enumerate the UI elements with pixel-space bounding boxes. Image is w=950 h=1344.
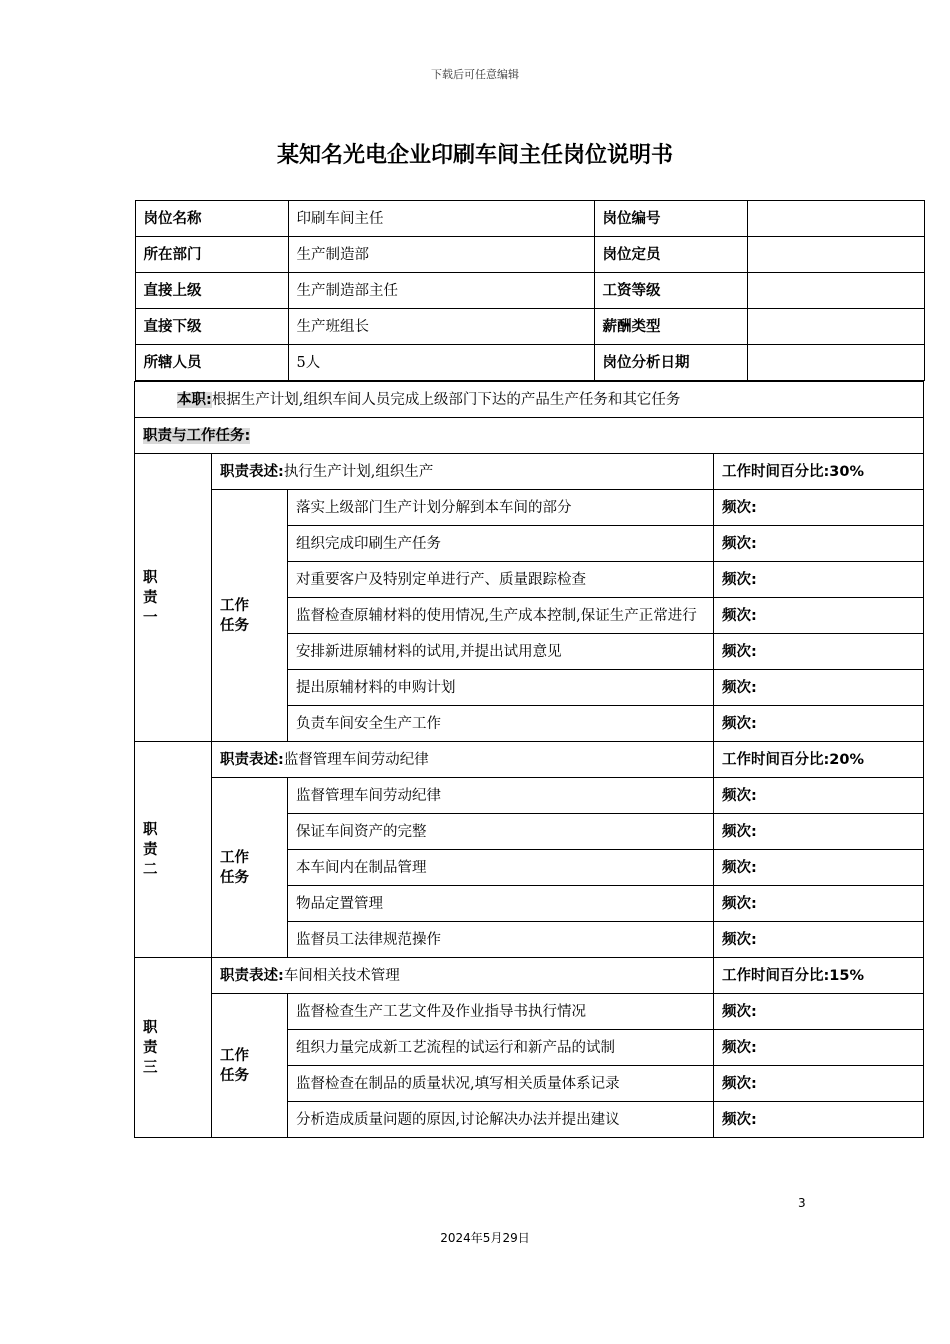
duties-heading-cell — [135, 418, 924, 454]
frequency-label: 频次: — [714, 490, 924, 526]
field-label: 岗位分析日期 — [594, 345, 747, 381]
field-label: 所在部门 — [135, 237, 288, 273]
frequency-label: 频次: — [714, 562, 924, 598]
task-text: 对重要客户及特别定单进行产、质量跟踪检查 — [288, 562, 714, 598]
field-value — [747, 345, 924, 381]
info-row — [135, 201, 924, 237]
frequency-label: 频次: — [714, 886, 924, 922]
duty-label-char: 一 — [143, 609, 158, 626]
task-text: 落实上级部门生产计划分解到本车间的部分 — [288, 490, 714, 526]
task-group-label-line: 工作 — [220, 597, 249, 614]
duty-description-text: 监督管理车间劳动纪律 — [283, 751, 429, 768]
duty-description-text: 车间相关技术管理 — [283, 967, 400, 984]
frequency-label: 频次: — [714, 670, 924, 706]
duty-label-char: 职 — [143, 821, 158, 838]
duty-label-char: 责 — [143, 841, 158, 858]
job-description-table — [134, 200, 924, 1138]
task-text: 监督检查原辅材料的使用情况,生产成本控制,保证生产正常进行 — [288, 598, 714, 634]
task-row — [135, 778, 924, 814]
field-value — [747, 273, 924, 309]
duty-description-label: 职责表述: — [220, 967, 284, 984]
task-text: 安排新进原辅材料的试用,并提出试用意见 — [288, 634, 714, 670]
main-duty-label: 本职: — [177, 391, 212, 408]
task-text: 监督管理车间劳动纪律 — [288, 778, 714, 814]
task-group-label-line: 工作 — [220, 849, 249, 866]
duty-description — [212, 958, 714, 994]
task-text: 监督检查在制品的质量状况,填写相关质量体系记录 — [288, 1066, 714, 1102]
frequency-label: 频次: — [714, 922, 924, 958]
document-title: 某知名光电企业印刷车间主任岗位说明书 — [276, 143, 673, 168]
task-text: 负责车间安全生产工作 — [288, 706, 714, 742]
field-label: 岗位编号 — [594, 201, 747, 237]
frequency-label: 频次: — [714, 778, 924, 814]
frequency-label: 频次: — [714, 598, 924, 634]
task-text: 本车间内在制品管理 — [288, 850, 714, 886]
task-text: 监督检查生产工艺文件及作业指导书执行情况 — [288, 994, 714, 1030]
frequency-label: 频次: — [714, 1102, 924, 1138]
field-label: 所辖人员 — [135, 345, 288, 381]
task-row — [135, 490, 924, 526]
duty-label-char: 职 — [143, 1019, 158, 1036]
duty-description — [212, 742, 714, 778]
duty-description-row — [135, 742, 924, 778]
info-section — [135, 200, 924, 382]
field-label: 岗位定员 — [594, 237, 747, 273]
field-value: 生产班组长 — [288, 309, 594, 345]
task-text: 组织完成印刷生产任务 — [288, 526, 714, 562]
page-number: 3 — [798, 1196, 806, 1210]
field-value — [747, 237, 924, 273]
main-duty-cell — [135, 382, 924, 418]
time-share: 工作时间百分比:15% — [714, 958, 924, 994]
frequency-label: 频次: — [714, 814, 924, 850]
time-share: 工作时间百分比:20% — [714, 742, 924, 778]
duty-label-char: 二 — [143, 861, 158, 878]
header-note: 下载后可任意编辑 — [431, 68, 519, 81]
duty-description-row — [135, 958, 924, 994]
field-label: 薪酬类型 — [594, 309, 747, 345]
duty-label-char: 责 — [143, 589, 158, 606]
task-group-label-line: 任务 — [220, 617, 249, 634]
task-text: 分析造成质量问题的原因,讨论解决办法并提出建议 — [288, 1102, 714, 1138]
frequency-label: 频次: — [714, 994, 924, 1030]
duty-label-char: 责 — [143, 1039, 158, 1056]
task-group-label — [212, 490, 288, 742]
task-text: 提出原辅材料的申购计划 — [288, 670, 714, 706]
main-duty-text: 根据生产计划,组织车间人员完成上级部门下达的产品生产任务和其它任务 — [211, 391, 681, 408]
task-group-label-line: 任务 — [220, 1067, 249, 1084]
frequency-label: 频次: — [714, 1030, 924, 1066]
duty-description-row — [135, 454, 924, 490]
info-row — [135, 345, 924, 381]
duty-description — [212, 454, 714, 490]
task-text: 组织力量完成新工艺流程的试运行和新产品的试制 — [288, 1030, 714, 1066]
field-value: 印刷车间主任 — [288, 201, 594, 237]
duty-description-label: 职责表述: — [220, 751, 284, 768]
duty-description-label: 职责表述: — [220, 463, 284, 480]
footer-date: 2024年5月29日 — [440, 1231, 530, 1245]
duty-label — [135, 742, 212, 958]
task-text: 物品定置管理 — [288, 886, 714, 922]
field-value: 生产制造部 — [288, 237, 594, 273]
field-label: 直接下级 — [135, 309, 288, 345]
duty-label-char: 职 — [143, 569, 158, 586]
info-table — [135, 200, 925, 381]
duties-heading-row — [135, 418, 924, 454]
field-label: 直接上级 — [135, 273, 288, 309]
frequency-label: 频次: — [714, 634, 924, 670]
task-text: 保证车间资产的完整 — [288, 814, 714, 850]
time-share: 工作时间百分比:30% — [714, 454, 924, 490]
field-value — [747, 201, 924, 237]
main-duty-row — [135, 382, 924, 418]
frequency-label: 频次: — [714, 1066, 924, 1102]
info-row — [135, 309, 924, 345]
field-label: 工资等级 — [594, 273, 747, 309]
task-group-label-line: 工作 — [220, 1047, 249, 1064]
task-group-label — [212, 778, 288, 958]
info-row — [135, 237, 924, 273]
field-label: 岗位名称 — [135, 201, 288, 237]
duty-label — [135, 958, 212, 1138]
info-section-cell — [135, 200, 924, 382]
task-group-label-line: 任务 — [220, 869, 249, 886]
duty-label — [135, 454, 212, 742]
field-value: 5人 — [288, 345, 594, 381]
info-row — [135, 273, 924, 309]
task-group-label — [212, 994, 288, 1138]
field-value: 生产制造部主任 — [288, 273, 594, 309]
frequency-label: 频次: — [714, 706, 924, 742]
duties-heading: 职责与工作任务: — [143, 427, 251, 444]
duty-description-text: 执行生产计划,组织生产 — [283, 463, 434, 480]
frequency-label: 频次: — [714, 526, 924, 562]
task-row — [135, 994, 924, 1030]
frequency-label: 频次: — [714, 850, 924, 886]
field-value — [747, 309, 924, 345]
duty-label-char: 三 — [143, 1059, 158, 1076]
task-text: 监督员工法律规范操作 — [288, 922, 714, 958]
